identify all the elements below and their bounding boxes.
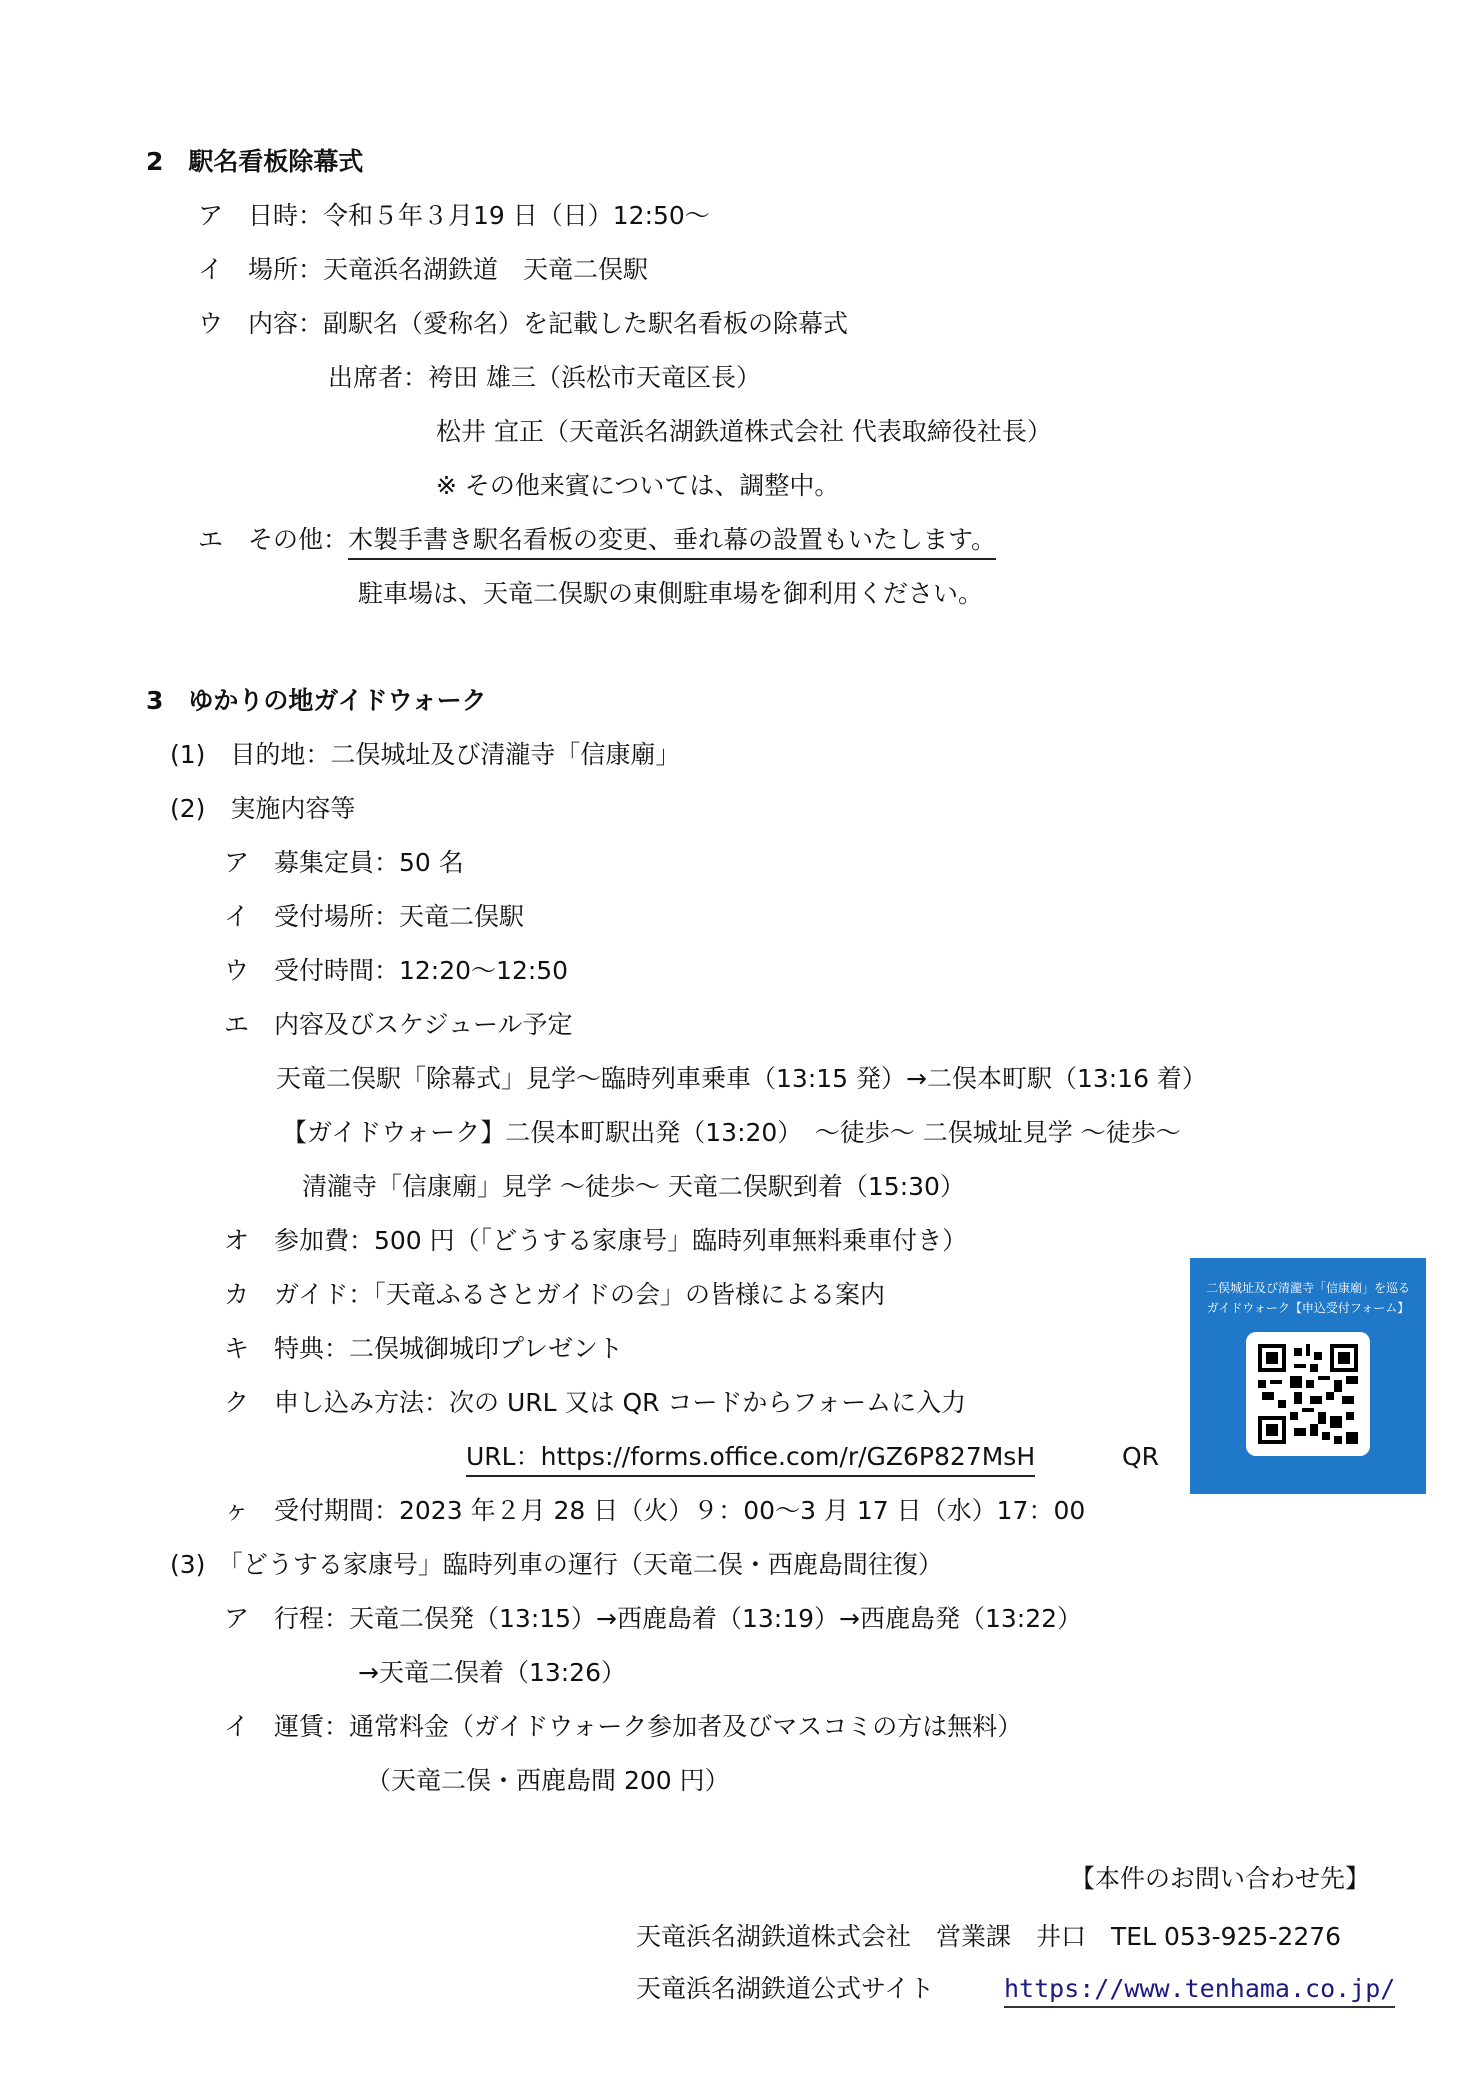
section-3-heading: 3 ゆかりの地ガイドウォーク — [146, 686, 487, 715]
contact-site-label: 天竜浜名湖鉄道公式サイト — [636, 1974, 935, 2003]
sec3-item-ku: ク 申し込み方法：次の URL 又は QR コードからフォームに入力 — [224, 1388, 967, 1417]
qr-caption — [1190, 1278, 1426, 1318]
form-url-link[interactable]: URL：https://forms.office.com/r/GZ6P827MsH — [466, 1442, 1035, 1477]
sec2-attendees-2: 松井 宜正（天竜浜名湖鉄道株式会社 代表取締役社長） — [436, 417, 1052, 446]
sec3-schedule-3: 清瀧寺「信康廟」見学 ～徒歩～ 天竜二俣駅到着（15:30） — [302, 1172, 965, 1201]
sec3-item-i: イ 受付場所：天竜二俣駅 — [224, 902, 525, 931]
sec2-item-a: ア 日時：令和５年３月19 日（日）12:50～ — [198, 201, 710, 230]
sec3-form-url[interactable] — [466, 1440, 1035, 1474]
section-2-heading: 2 駅名看板除幕式 — [146, 147, 364, 176]
qr-code-icon — [1258, 1344, 1358, 1444]
sec2-item-e-label: エ その他： — [198, 525, 349, 554]
sec3-item-e: エ 内容及びスケジュール予定 — [224, 1010, 573, 1039]
contact-title: 【本件のお問い合わせ先】 — [1070, 1864, 1371, 1893]
sec3-item-a: ア 募集定員：50 名 — [224, 848, 464, 877]
sec3-p1: (1) 目的地：二俣城址及び清瀧寺「信康廟」 — [170, 740, 681, 769]
sec3-schedule-1: 天竜二俣駅「除幕式」見学～臨時列車乗車（13:15 発）→二俣本町駅（13:16 着） — [276, 1064, 1207, 1093]
sec3-p3-item-a2: →天竜二俣着（13:26） — [358, 1658, 626, 1687]
sec2-item-e — [198, 523, 996, 557]
sec2-item-e-text2: 駐車場は、天竜二俣駅の東側駐車場を御利用ください。 — [358, 579, 984, 608]
sec2-attendees-1: 出席者：袴田 雄三（浜松市天竜区長） — [328, 363, 761, 392]
sec3-item-ke: ヶ 受付期間：2023 年２月 28 日（火）９：00～3 月 17 日（水）17：00 — [224, 1496, 1086, 1525]
sec2-attendees-note: ※ その他来賓については、調整中。 — [436, 471, 840, 500]
sec3-item-ka: カ ガイド：「天竜ふるさとガイドの会」の皆様による案内 — [224, 1280, 886, 1309]
sec2-item-u: ウ 内容：副駅名（愛称名）を記載した駅名看板の除幕式 — [198, 309, 849, 338]
sec3-p3-item-i: イ 運賃：通常料金（ガイドウォーク参加者及びマスコミの方は無料） — [224, 1712, 1023, 1741]
qr-label: QR — [1122, 1442, 1160, 1471]
sec3-item-o: オ 参加費：500 円（「どうする家康号」臨時列車無料乗車付き） — [224, 1226, 968, 1255]
qr-code[interactable] — [1246, 1332, 1370, 1456]
sec2-item-i: イ 場所：天竜浜名湖鉄道 天竜二俣駅 — [198, 255, 649, 284]
contact-site-link-wrap[interactable] — [1004, 1972, 1395, 2006]
official-site-link[interactable]: https://www.tenhama.co.jp/ — [1004, 1974, 1395, 2008]
qr-code-card[interactable] — [1190, 1258, 1426, 1494]
sec2-item-e-text: 木製手書き駅名看板の変更、垂れ幕の設置もいたします。 — [348, 525, 996, 560]
sec3-p3-item-a: ア 行程：天竜二俣発（13:15）→西鹿島着（13:19）→西鹿島発（13:22） — [224, 1604, 1083, 1633]
sec3-item-ki: キ 特典：二俣城御城印プレゼント — [224, 1334, 624, 1363]
sec3-p3-item-i2: （天竜二俣・西鹿島間 200 円） — [366, 1766, 730, 1795]
contact-line: 天竜浜名湖鉄道株式会社 営業課 井口 TEL 053-925-2276 — [636, 1922, 1342, 1951]
sec3-item-u: ウ 受付時間：12:20～12:50 — [224, 956, 569, 985]
qr-caption-line-1: 二俣城址及び清瀧寺「信康廟」を巡る — [1205, 1281, 1410, 1295]
sec3-p2: (2) 実施内容等 — [170, 794, 356, 823]
sec3-schedule-2: 【ガイドウォーク】二俣本町駅出発（13:20） ～徒歩～ 二俣城址見学 ～徒歩～ — [282, 1118, 1181, 1147]
qr-caption-line-2: ガイドウォーク【申込受付フォーム】 — [1206, 1301, 1410, 1315]
sec3-p3: (3) 「どうする家康号」臨時列車の運行（天竜二俣・西鹿島間往復） — [170, 1550, 943, 1579]
